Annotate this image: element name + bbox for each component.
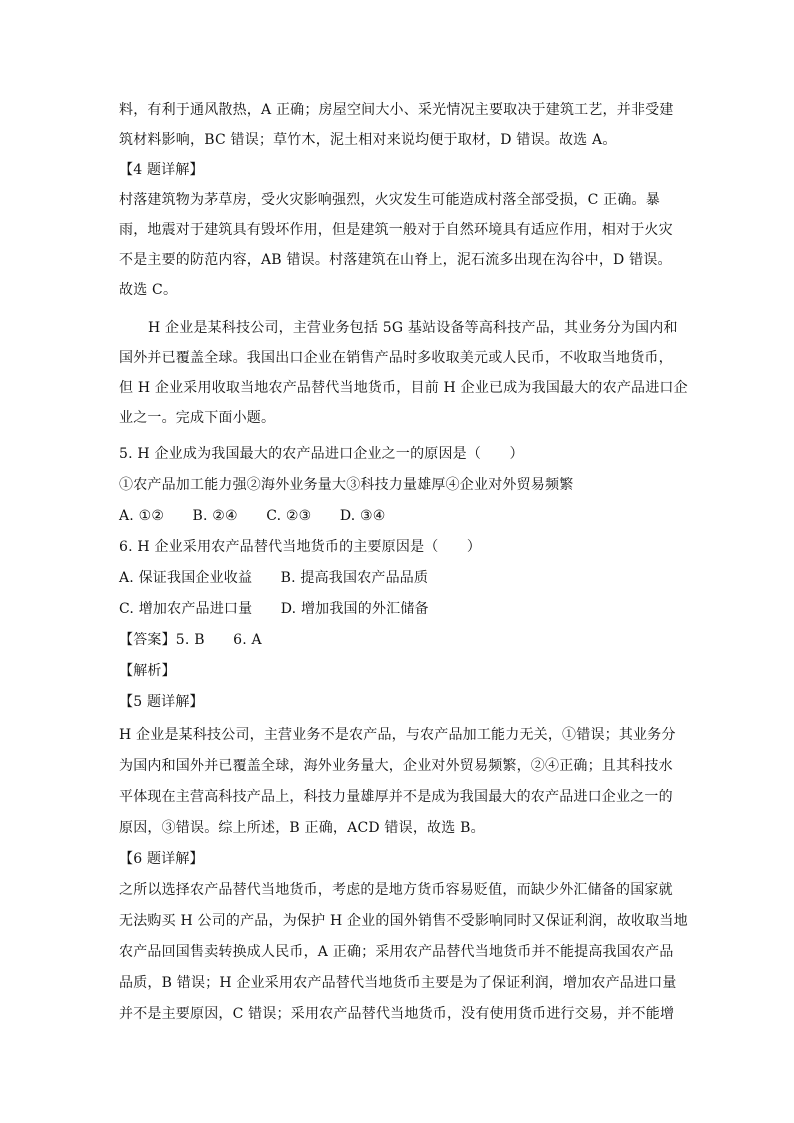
text-line: 原因，③错误。综上所述，B 正确，ACD 错误，故选 B。 bbox=[119, 820, 485, 836]
question-5-statements: ①农产品加工能力强②海外业务量大③科技力量雄厚④企业对外贸易频繁 bbox=[119, 477, 574, 493]
question-5-options: A. ①② B. ②④ C. ②③ D. ③④ bbox=[119, 508, 386, 524]
text-line: 村落建筑物为茅草房，受火灾影响强烈，火灾发生可能造成村落全部受损，C 正确。暴 bbox=[119, 192, 660, 208]
section-heading: 【解析】 bbox=[119, 663, 176, 679]
question-5: 5. H 企业成为我国最大的农产品进口企业之一的原因是（ ） bbox=[119, 446, 524, 462]
question-6-options-ab: A. 保证我国企业收益 B. 提高我国农产品品质 bbox=[119, 570, 429, 586]
text-line: 为国内和国外并已覆盖全球，海外业务量大，企业对外贸易频繁，②④正确；且其科技水 bbox=[119, 758, 673, 774]
paragraph-intro: H 企业是某科技公司，主营业务包括 5G 基站设备等高科技产品，其业务分为国内和 bbox=[148, 320, 678, 336]
text-line: 不是主要的防范内容，AB 错误。村落建筑在山脊上，泥石流多出现在沟谷中，D 错误。 bbox=[119, 252, 672, 268]
text-line: 料，有利于通风散热，A 正确；房屋空间大小、采光情况主要取决于建筑工艺，并非受建 bbox=[119, 102, 674, 118]
text-line: 业之一。完成下面小题。 bbox=[119, 410, 276, 426]
text-line: 但 H 企业采用收取当地农产品替代当地货币，目前 H 企业已成为我国最大的农产品进口企 bbox=[119, 380, 688, 396]
text-line: 农产品回国售卖转换成人民币，A 正确；采用农产品替代当地货币并不能提高我国农产品 bbox=[119, 944, 674, 960]
text-line: 并不是主要原因，C 错误；采用农产品替代当地货币，没有使用货币进行交易，并不能增 bbox=[119, 1006, 675, 1022]
text-line: 故选 C。 bbox=[119, 282, 178, 298]
question-6-options-cd: C. 增加农产品进口量 D. 增加我国的外汇储备 bbox=[119, 601, 429, 617]
section-heading: 【6 题详解】 bbox=[119, 851, 204, 867]
text-line: 筑材料影响，BC 错误；草竹木，泥土相对来说均便于取材，D 错误。故选 A。 bbox=[119, 132, 617, 148]
text-line: 无法购买 H 公司的产品，为保护 H 企业的国外销售不受影响同时又保证利润，故收取当地 bbox=[119, 913, 688, 929]
section-heading: 【5 题详解】 bbox=[119, 694, 204, 710]
text-line: H 企业是某科技公司，主营业务不是农产品，与农产品加工能力无关，①错误；其业务分 bbox=[119, 727, 676, 743]
text-line: 雨，地震对于建筑具有毁坏作用，但是建筑一般对于自然环境具有适应作用，相对于火灾 bbox=[119, 222, 673, 238]
text-line: 国外并已覆盖全球。我国出口企业在销售产品时多收取美元或人民币，不收取当地货币， bbox=[119, 350, 673, 366]
text-line: 品质，B 错误；H 企业采用农产品替代当地货币主要是为了保证利润，增加农产品进口量 bbox=[119, 975, 677, 991]
question-6: 6. H 企业采用农产品替代当地货币的主要原因是（ ） bbox=[119, 539, 482, 555]
text-line: 平体现在主营高科技产品上，科技力量雄厚并不是成为我国最大的农产品进口企业之一的 bbox=[119, 789, 673, 805]
answer-line: 【答案】5. B 6. A bbox=[119, 632, 262, 648]
text-line: 之所以选择农产品替代当地货币，考虑的是地方货币容易贬值，而缺少外汇储备的国家就 bbox=[119, 882, 673, 898]
section-heading: 【4 题详解】 bbox=[119, 162, 204, 178]
